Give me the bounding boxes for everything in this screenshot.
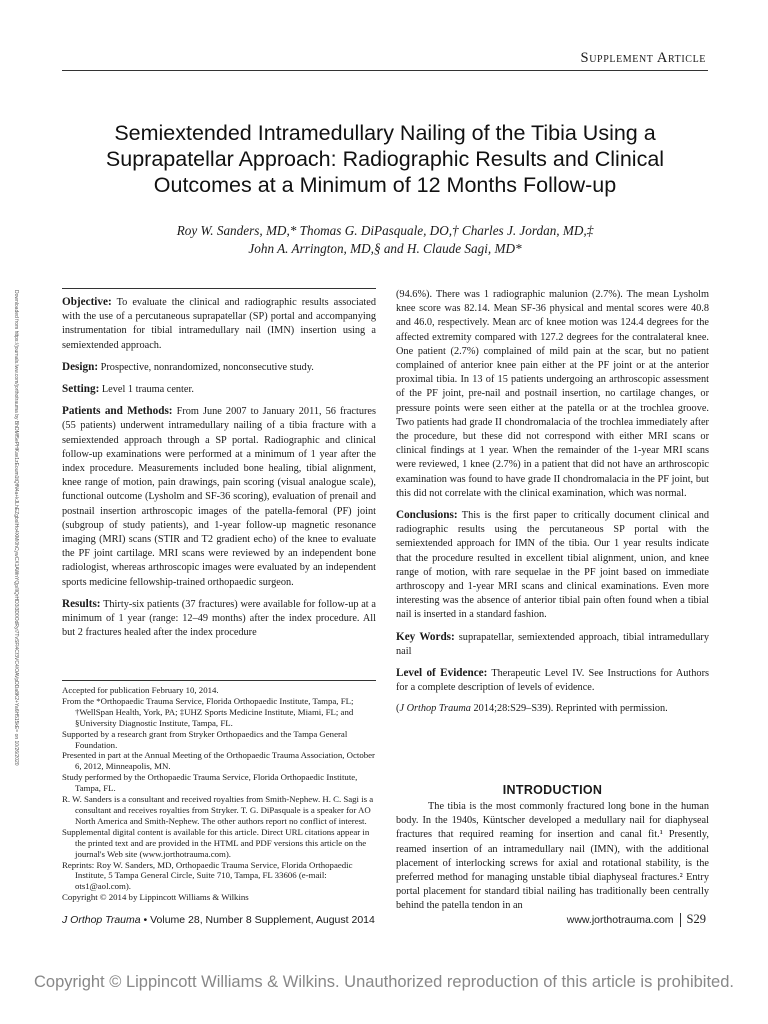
abstract-conclusions (396, 508, 709, 623)
abstract-left-column (62, 288, 376, 647)
abstract-results (62, 597, 376, 641)
citation-journal: J Orthop Trauma (399, 703, 471, 715)
label: Patients and Methods: (62, 405, 173, 418)
label: Level of Evidence: (396, 667, 488, 680)
footnote-rule (62, 680, 376, 681)
footnotes (62, 685, 376, 903)
label: Objective: (62, 296, 112, 308)
abstract-objective (62, 295, 376, 353)
footnote: Supported by a research grant from Stryker Orthopaedics and the Tampa General Foundation. (62, 728, 348, 750)
section-heading: INTRODUCTION (502, 783, 603, 797)
author-line: Roy W. Sanders, MD,* Thomas G. DiPasquale, DO,† Charles J. Jordan, MD,‡ (176, 223, 594, 238)
download-note-text: Downloaded from https://journals.lww.com/jorthotrauma by BhDMf5ePHKav1zEoum1tQfN4a+kJLhEZgbsIHo4XMi0hCywCX1AWnYQp/IlQrHD3i3D0OdRyi7TvSFl4Cf3VC4/OAVpDDa8K2+Ya6H515kE= on 10/26/2020 (13, 290, 19, 766)
text: Thirty-six patients (37 fractures) were available for follow-up at a minimum of 1 year (range: 12–49 months) after the index procedure. All but 2 fractures healed after the index procedure (62, 598, 376, 639)
abstract-citation: (J Orthop Trauma 2014;28:S29–S39). Reprinted with permission. (396, 703, 668, 715)
label: Design: (62, 360, 99, 373)
author-list (62, 222, 708, 258)
abstract-design (62, 360, 376, 375)
abstract-right-column (396, 288, 709, 724)
text: From June 2007 to January 2011, 56 fractures (55 patients) underwent intramedullary nailing of a tibia fracture with a semiextended approach through a SP portal. Radiographic and clinical follow-up examinations were performed at a minimum of 1 year after the index procedure. Measurements included bone healing, tibial alignment, knee range of motion, pain drawings, pain scoring (visual analogue scale), functional outcome (Lysholm and SF-36 scoring), evaluation of prenail and postnail insertion arthroscopic images of the patella-femoral (PF) joint (subgroup of study patients), and 1-year follow-up magnetic resonance imaging (MRI) scans (STIR and T2 gradient echo) of the knee to evaluate the PF joint cartilage. MRI scans were reviewed by an independent bone radiologist, whereas arthroscopic images were evaluated by an independent sports medicine fellowship-trained orthopaedic surgeon. (62, 406, 377, 588)
website-link[interactable]: www.jorthotrauma.com (566, 913, 674, 926)
footnote: R. W. Sanders is a consultant and received royalties from Smith-Nephew. H. C. Sagi is a consultant and receives royalties from Stryker. T. G. DiPasquale is a speaker for AO North America and Smith-Nephew. The other authors report no conflict of interest. (62, 794, 374, 826)
text: suprapatellar, semiextended approach, tibial intramedullary nail (396, 631, 709, 657)
text: To evaluate the clinical and radiographic results associated with the use of a percutaneous suprapatellar (SP) portal and accompanying instrumentation for tibial intramedullary nail (IMN) insertion using a semiextended approach. (62, 297, 376, 351)
header-rule (62, 70, 708, 71)
article-title: Semiextended Intramedullary Nailing of the Tibia Using a Suprapatellar Approach: Radiographic Results and Clinical Outcomes at a Minimum of 12 Months Follow-up (105, 121, 665, 197)
citation-rest: 2014;28:S29–S39). Reprinted with permission. (473, 703, 668, 715)
footnote: Study performed by the Orthopaedic Trauma Service, Florida Orthopaedic Institute, Tampa, FL. (62, 772, 358, 794)
abstract-setting (62, 382, 376, 397)
text: Level 1 trauma center. (101, 384, 194, 396)
label: Setting: (62, 383, 100, 396)
download-note (13, 290, 20, 766)
footer-journal: J Orthop Trauma (62, 914, 141, 926)
footer-separator (680, 913, 681, 927)
footnote: Supplemental digital content is available for this article. Direct URL citations appear in the printed text and are provided in the HTML and PDF versions this article on the journal's Web site (www.jorthotrauma.com). (62, 826, 370, 859)
footnote: From the *Orthopaedic Trauma Service, Florida Orthopaedic Institute, Tampa, FL; †WellSpan Health, York, PA; ‡UHZ Sports Medicine Institute, Miami, FL; and §University Diagnostic Institute, Tampa, FL. (62, 695, 354, 728)
footnote: Accepted for publication February 10, 2014. (62, 685, 219, 695)
footnote: Reprints: Roy W. Sanders, MD, Orthopaedic Trauma Service, Florida Orthopaedic Institute, 5 Tampa General Circle, Suite 710, Tampa, FL 33606 (e-mail: ots1@aol.com). (62, 859, 353, 892)
introduction-text: The tibia is the most commonly fractured long bone in the human body. In the 1940s, Küntscher developed a medullary nail for diaphyseal fractures that required reaming for insertion and canal fit.¹ Presently, reamed insertion of an intramedullary nail (IMN), with the additional placement of interlocking screws for axial and rotational stability, is the preferred method for managing unstable tibial diaphyseal fractures.² Entry portal placement for standard tibial nailing has traditionally been centrally behind the patella tendon in an (396, 801, 709, 912)
abstract-patients-methods (62, 404, 376, 590)
footer-citation (62, 914, 375, 926)
label: Conclusions: (396, 509, 458, 522)
label: Key Words: (396, 630, 455, 643)
author-line: John A. Arrington, MD,§ and H. Claude Sagi, MD* (248, 241, 522, 256)
text: This is the first paper to critically document clinical and radiographic results using the percutaneous SP portal with the semiextended approach for IMN of the tibia. Our 1 year results indicate that the procedure resulted in excellent tibial alignment, union, and knee range of motion, with rare sequelae in the PF joint based on immediate arthroscopy and 1-year MRI scans and clinical examinations. Even more interesting was the absence of anterior tibial pain often found when a tibial nail is inserted in a standard fashion. (396, 510, 709, 621)
abstract-keywords (396, 630, 709, 659)
footnote: Copyright © 2014 by Lippincott Williams & Wilkins (62, 892, 249, 903)
abstract-evidence (396, 666, 709, 695)
abstract-rule (62, 288, 376, 289)
footer-volume: • Volume 28, Number 8 Supplement, August 2014 (143, 914, 375, 926)
footnote: Presented in part at the Annual Meeting of the Orthopaedic Trauma Association, October 6, 2012, Minneapolis, MN. (62, 750, 375, 772)
section-label: Supplement Article (580, 50, 706, 66)
copyright-banner: Copyright © Lippincott Williams & Wilkins. Unauthorized reproduction of this article is prohibited. (34, 973, 734, 991)
text: Therapeutic Level IV. See Instructions for Authors for a complete description of levels of evidence. (396, 668, 710, 694)
abstract-results-continued: (94.6%). There was 1 radiographic malunion (2.7%). The mean Lysholm knee score was 82.14. Mean SF-36 physical and mental scores were 40.8 and 46.0, respectively. Mean arc of knee motion was 124.4 degrees for the affected extremity compared with 127.2 degrees for the contralateral knee. One patient (2.7%) complained of mild pain at the scar, but no patient complained of anterior knee pain either at the PF joint or at the anterior proximal tibia. In 13 of 15 patients undergoing an arthroscopic assessment of the PF joint, pre-nail and postnail insertion, no cartilage changes, or pressure points were seen either at the patella or at the trochlea groove. Two patients had grade II chondromalacia of the trochlea immediately after the procedure, but these did not correspond with either MRI scans or clinical findings at 1 year. When the remainder of the 1-year MRI scans were reviewed, 1 knee (2.7%) in a patient that did not have an arthroscopic examination was found to have grade II chondromalacia in the PF joint, but this did not correlate with the clinical examination, which was normal. (396, 289, 709, 499)
page-number: S29 (686, 912, 706, 926)
text: Prospective, nonrandomized, nonconsecutive study. (100, 361, 314, 373)
label: Results: (62, 597, 101, 610)
footer-right (567, 912, 706, 927)
